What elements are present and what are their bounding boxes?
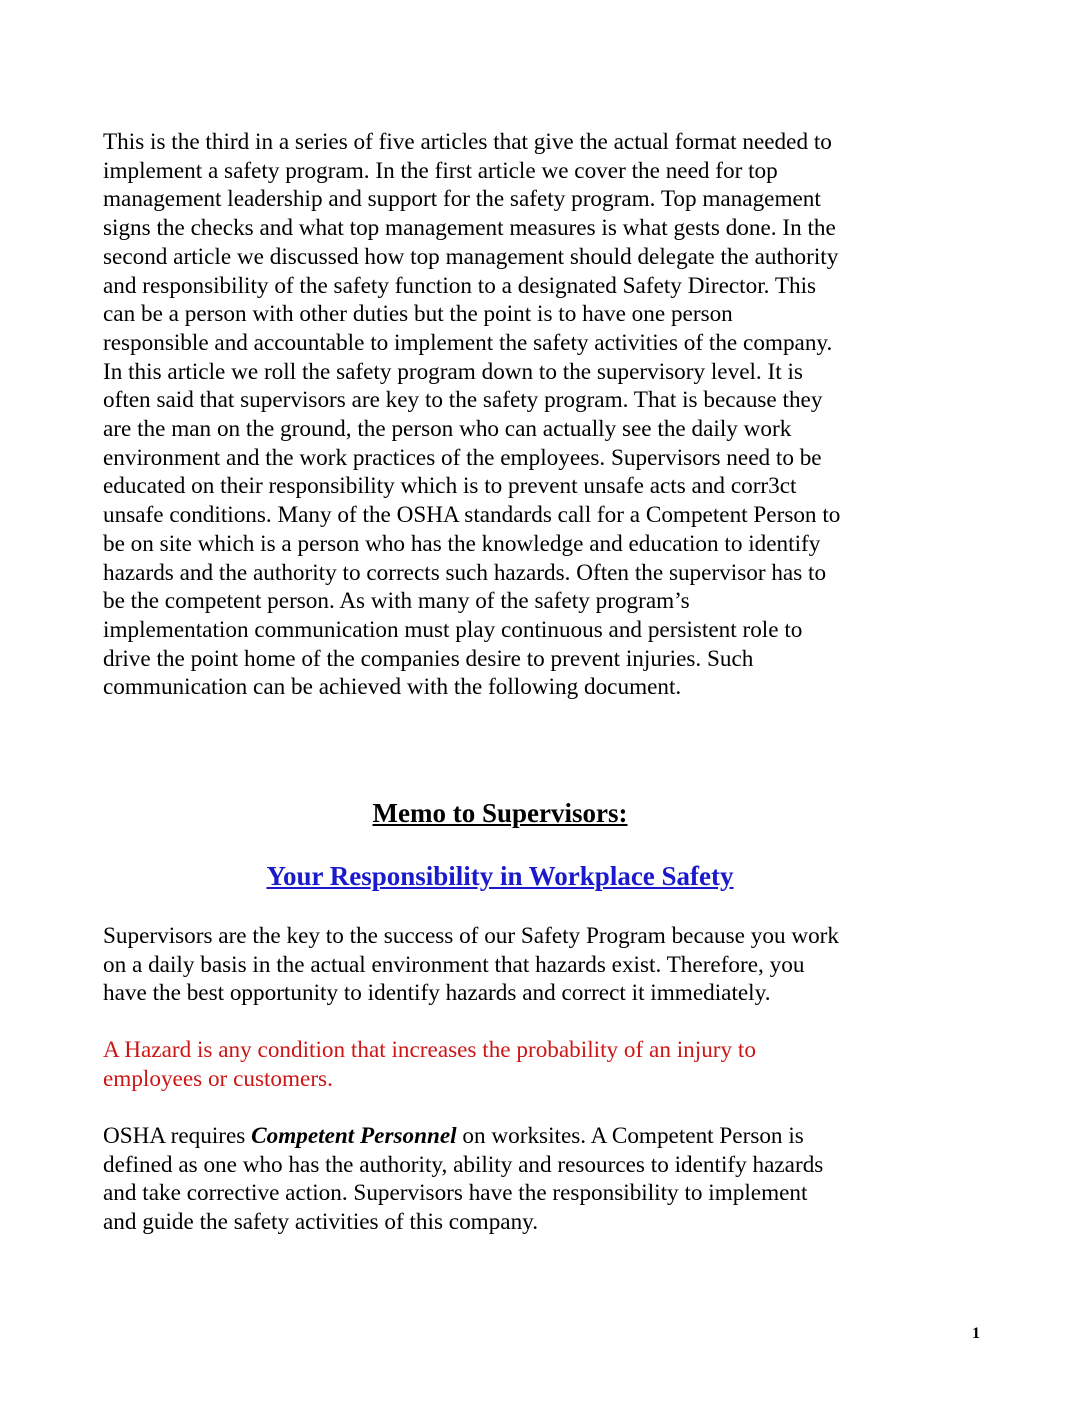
paragraph-line: have the best opportunity to identify hazards and correct it immediately. bbox=[103, 980, 771, 1007]
intro-line: be the competent person. As with many of the safety program’s bbox=[103, 588, 690, 615]
memo-subtitle-link[interactable]: Your Responsibility in Workplace Safety bbox=[266, 861, 734, 891]
intro-line: In this article we roll the safety program down to the supervisory level. It is bbox=[103, 358, 803, 385]
paragraph-line: defined as one who has the authority, ability and resources to identify hazards bbox=[103, 1151, 824, 1178]
intro-line: environment and the work practices of the employees. Supervisors need to be bbox=[103, 444, 822, 471]
hazard-definition bbox=[103, 1036, 913, 1093]
intro-line: are the man on the ground, the person who can actually see the daily work bbox=[103, 416, 792, 443]
intro-line: This is the third in a series of five articles that give the actual format needed to bbox=[103, 129, 832, 155]
intro-line: responsible and accountable to implement the safety activities of the company. bbox=[103, 329, 833, 356]
paragraph-line: and take corrective action. Supervisors have the responsibility to implement bbox=[103, 1180, 808, 1207]
paragraph-line: and guide the safety activities of this company. bbox=[103, 1209, 539, 1236]
hazard-line: A Hazard is any condition that increases the probability of an injury to bbox=[103, 1037, 756, 1063]
osha-suffix: on worksites. A Competent Person is bbox=[456, 1123, 804, 1149]
intro-line: often said that supervisors are key to the safety program. That is because they bbox=[103, 387, 823, 414]
paragraph-line: Supervisors are the key to the success of our Safety Program because you work bbox=[103, 923, 839, 949]
supervisors-paragraph bbox=[103, 922, 913, 1008]
intro-line: unsafe conditions. Many of the OSHA standards call for a Competent Person to bbox=[103, 502, 841, 529]
intro-line: communication can be achieved with the following document. bbox=[103, 674, 682, 701]
intro-line: and responsibility of the safety function to a designated Safety Director. This bbox=[103, 272, 817, 299]
osha-first-line bbox=[103, 1122, 913, 1151]
intro-line: management leadership and support for the safety program. Top management bbox=[103, 186, 821, 213]
paragraph-line: on a daily basis in the actual environment that hazards exist. Therefore, you bbox=[103, 951, 805, 978]
intro-line: can be a person with other duties but the point is to have one person bbox=[103, 301, 733, 328]
hazard-line: employees or customers. bbox=[103, 1065, 333, 1092]
intro-line: implement a safety program. In the first article we cover the need for top bbox=[103, 157, 778, 184]
intro-line: be on site which is a person who has the knowledge and education to identify bbox=[103, 530, 821, 557]
intro-line: hazards and the authority to corrects such hazards. Often the supervisor has to bbox=[103, 559, 827, 586]
competent-personnel-emphasis: Competent Personnel bbox=[251, 1123, 457, 1149]
osha-prefix: OSHA requires bbox=[103, 1123, 252, 1149]
intro-line: implementation communication must play continuous and persistent role to bbox=[103, 616, 803, 643]
osha-paragraph bbox=[103, 1122, 913, 1237]
intro-line: educated on their responsibility which is to prevent unsafe acts and corr3ct bbox=[103, 473, 797, 500]
memo-title: Memo to Supervisors: bbox=[372, 798, 628, 828]
intro-line: drive the point home of the companies desire to prevent injuries. Such bbox=[103, 645, 754, 672]
intro-line: signs the checks and what top management measures is what gests done. In the bbox=[103, 215, 836, 242]
intro-paragraph bbox=[103, 128, 913, 702]
intro-line: second article we discussed how top management should delegate the authority bbox=[103, 243, 839, 270]
page-number: 1 bbox=[972, 1325, 980, 1342]
